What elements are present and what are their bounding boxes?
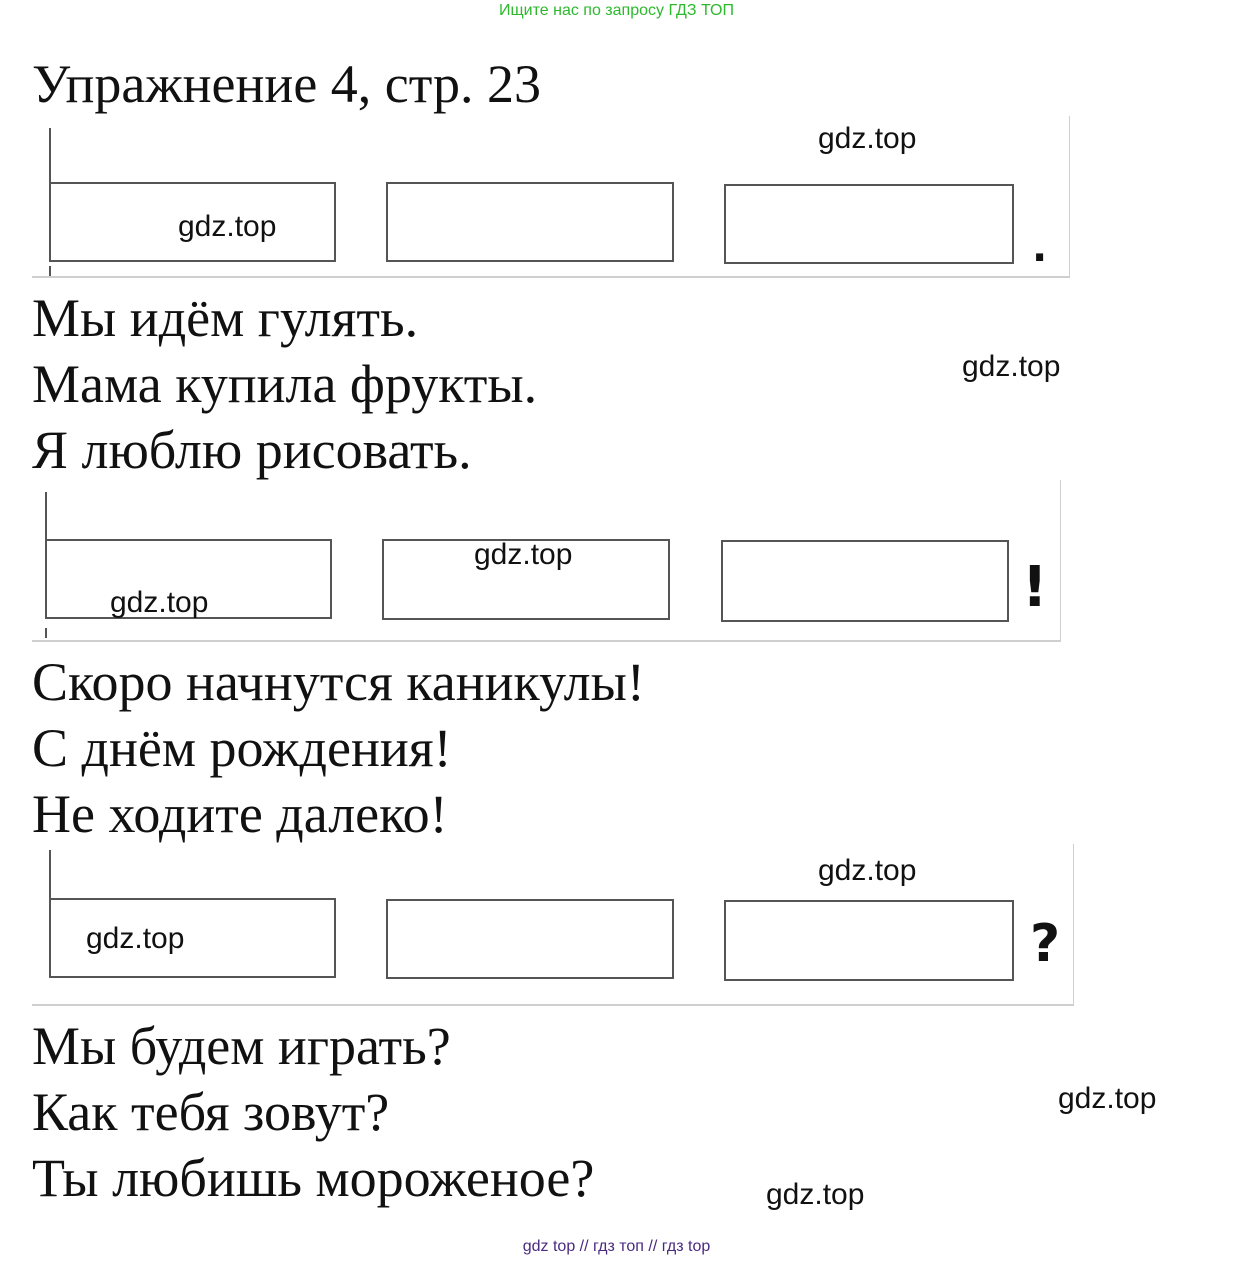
sentence-1-2: Мама купила фрукты. <box>32 354 538 414</box>
footer <box>0 1238 1233 1256</box>
watermark: gdz.top <box>178 210 277 243</box>
word-box-2 <box>386 899 674 979</box>
watermark: gdz.top <box>766 1178 865 1211</box>
scheme-frame-right <box>1069 116 1070 278</box>
watermark: gdz.top <box>818 122 917 155</box>
sentence-2-1: Скоро начнутся каникулы! <box>32 652 645 712</box>
footer-separator: // <box>648 1238 658 1255</box>
scheme-frame-right <box>1073 844 1074 1006</box>
end-mark-question: ? <box>1030 914 1061 974</box>
scheme-frame-right <box>1060 480 1061 642</box>
footer-separator: // <box>579 1238 589 1255</box>
scheme-frame-bottom <box>32 1004 1074 1006</box>
sentence-2-3: Не ходите далеко! <box>32 784 448 844</box>
word-box-2 <box>386 182 674 262</box>
watermark: gdz.top <box>110 586 209 619</box>
sentence-3-2: Как тебя зовут? <box>32 1082 390 1142</box>
word-box-3 <box>724 184 1014 264</box>
footer-item: гдз top <box>661 1238 711 1255</box>
footer-item: gdz top <box>522 1238 576 1255</box>
sentence-3-1: Мы будем играть? <box>32 1016 451 1076</box>
page-title: Упражнение 4, стр. 23 <box>32 54 542 114</box>
sentence-1-1: Мы идём гулять. <box>32 288 419 348</box>
sentence-3-3: Ты любишь мороженое? <box>32 1148 595 1208</box>
sentence-2-2: С днём рождения! <box>32 718 452 778</box>
scheme-frame-bottom <box>32 276 1070 278</box>
watermark: gdz.top <box>962 350 1061 383</box>
scheme-tick <box>45 628 47 638</box>
watermark: gdz.top <box>86 922 185 955</box>
watermark: gdz.top <box>1058 1082 1157 1115</box>
footer-item: гдз топ <box>593 1238 644 1255</box>
watermark: gdz.top <box>474 538 573 571</box>
word-box-3 <box>724 900 1014 981</box>
sentence-1-3: Я люблю рисовать. <box>32 420 472 480</box>
scheme-tick <box>49 266 51 276</box>
end-mark-period: . <box>1032 225 1048 271</box>
word-box-3 <box>721 540 1009 622</box>
sentence-scheme-interrogative <box>32 844 1074 1006</box>
top-banner: Ищите нас по запросу ГДЗ ТОП <box>499 2 734 19</box>
scheme-frame-bottom <box>32 640 1061 642</box>
end-mark-exclamation: ! <box>1022 555 1048 620</box>
watermark: gdz.top <box>818 854 917 887</box>
